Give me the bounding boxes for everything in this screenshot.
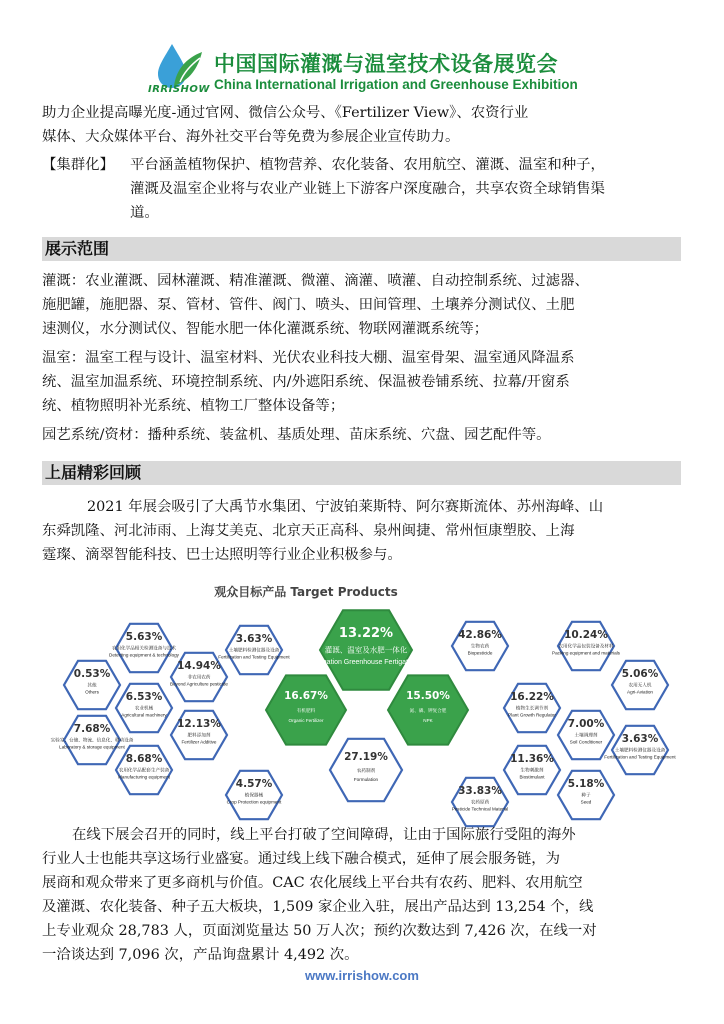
hex-percentage: 0.53%: [73, 668, 111, 681]
hex-percentage: 42.86%: [458, 629, 502, 642]
hex-percentage: 15.50%: [406, 689, 450, 702]
product-hex: [552, 622, 621, 670]
review-paragraph: [42, 495, 687, 567]
online-line: 行业人士也能共享这场行业盛宴。通过线上线下融合模式，延伸了展会服务链，为: [42, 851, 561, 867]
product-hex: [504, 746, 560, 794]
hex-label-cn: 其他: [87, 683, 97, 689]
review-line: 2021 年展会吸引了大禹节水集团、宁波铂莱斯特、阿尔赛斯流体、苏州海峰、山: [87, 499, 604, 515]
online-line: 上专业观众 28,783 人，页面浏览量达 50 万人次；预约次数达到 7,426 次，在线一对: [42, 923, 597, 939]
scope-heading: 展示范围: [42, 237, 681, 261]
hex-label-en: Fertilization and Testing Equipment: [604, 754, 676, 760]
product-hex: [266, 675, 346, 744]
product-hex: [109, 624, 180, 672]
online-line: 在线下展会召开的同时，线上平台打破了空间障碍，让由于国际旅行受阻的海外: [72, 827, 576, 843]
online-line: 展商和观众带来了更多商机与价值。CAC 农化展线上平台共有农药、肥料、农用航空: [42, 875, 583, 891]
hex-label-en: Agricultural machinery: [121, 712, 167, 718]
hex-label-cn: 非农用农药: [187, 675, 211, 681]
hex-label-en: NPK: [423, 718, 433, 723]
hex-percentage: 10.24%: [564, 629, 608, 642]
infographic-title: 观众目标产品 Target Products: [214, 585, 398, 599]
hex-label-cn: 农药原药: [470, 800, 490, 806]
hex-label-cn: 植保器械: [244, 793, 264, 799]
online-paragraph: [42, 823, 687, 967]
hex-label-cn: 土壤肥料检测仪器及设备: [614, 748, 666, 754]
hex-percentage: 13.22%: [338, 626, 394, 642]
hex-percentage: 5.18%: [567, 778, 605, 791]
cluster-line: 平台涵盖植物保护、植物营养、农化装备、农用航空、灌溉、温室和种子，: [130, 157, 605, 173]
product-hex: [604, 726, 676, 774]
product-hex: [170, 653, 228, 701]
hex-label-cn: 农用无人机: [628, 683, 652, 689]
review-line: 东舜凯隆、河北沛雨、上海艾美克、北京天正高科、泉州闽捷、常州恒康塑胶、上海: [42, 523, 575, 539]
scope-horticulture: [42, 423, 687, 447]
product-hex: [388, 675, 468, 744]
hex-label-en: Biopesticide: [467, 650, 493, 656]
online-line: 一洽谈达到 7,096 次，产品询盘累计 4,492 次。: [42, 947, 359, 963]
hex-label-en: Biostimulant: [519, 774, 545, 780]
hex-label-cn: 生物农药: [470, 644, 490, 650]
hex-label-cn: 土壤调理剂: [574, 733, 598, 739]
hex-label-en: Crop Protection equipment: [226, 799, 282, 805]
intro-line: 媒体、大众媒体平台、海外社交平台等免费为参展企业宣传助力。: [42, 129, 460, 145]
product-hex: [64, 661, 120, 709]
hex-percentage: 7.00%: [567, 718, 605, 731]
review-line: 霆璨、滴翠智能科技、巴士达照明等行业企业积极参与。: [42, 547, 402, 563]
scope-line: 施肥罐，施肥器、泵、管材、管件、阀门、喷头、田间管理、土壤养分测试仪、土肥: [42, 297, 575, 313]
hex-percentage: 3.63%: [621, 733, 659, 746]
hex-label-en: Pesticide Technical Material: [451, 806, 509, 812]
hex-label-cn: 农用化学品配套生产装备: [118, 768, 170, 774]
hex-label-en: Others: [85, 689, 99, 695]
scope-line: 统、植物照明补光系统、植物工厂整体设备等；: [42, 398, 345, 414]
hex-label-cn: 肥料添加剂: [187, 733, 211, 739]
intro-paragraph: [42, 101, 687, 149]
hex-percentage: 14.94%: [177, 660, 221, 673]
product-hex: [116, 746, 172, 794]
exhibition-title-en: China International Irrigation and Greenhouse Exhibition: [214, 77, 578, 92]
hex-label-en: Fertilizer Additive: [181, 739, 217, 745]
hex-label-en: Detecting equipment & technology: [109, 652, 179, 658]
product-hex: [558, 711, 614, 759]
product-hex: [452, 622, 508, 670]
hex-label-en: Formulation: [353, 776, 379, 782]
cluster-tag: 【集群化】: [42, 157, 114, 173]
hex-label-cn: 有机肥料: [296, 709, 316, 714]
product-hex: [226, 771, 282, 819]
hex-label-en: Organic Fertilizer: [288, 718, 324, 723]
hex-percentage: 27.19%: [344, 750, 388, 763]
hex-percentage: 4.57%: [235, 778, 273, 791]
scope-irrigation: [42, 269, 687, 341]
hex-label-en: Fertilization and Testing Equipment: [218, 654, 290, 660]
hex-label-en: Plant Growth Regulator: [508, 712, 556, 718]
hex-label-cn: 种子: [581, 793, 591, 799]
cluster-paragraph: [130, 153, 690, 225]
product-hex: [315, 610, 418, 690]
scope-line: 速测仪，水分测试仪、智能水肥一体化灌溉系统、物联网灌溉系统等；: [42, 321, 489, 337]
hex-label-en: Manufacturing equipment: [118, 774, 170, 780]
scope-line: 灌溉：农业灌溉、园林灌溉、精准灌溉、微灌、滴灌、喷灌、自动控制系统、过滤器、: [42, 273, 589, 289]
product-hex: [504, 684, 560, 732]
hex-percentage: 3.63%: [235, 633, 273, 646]
hex-percentage: 5.06%: [621, 668, 659, 681]
hex-label-en: Seed: [580, 799, 592, 805]
scope-line: 温室：温室工程与设计、温室材料、光伏农业科技大棚、温室骨架、温室通风降温系: [42, 350, 575, 366]
product-hex: [452, 778, 509, 826]
product-hex: [171, 711, 227, 759]
hex-label-cn: 农用化学品包装设备及材料: [558, 644, 614, 650]
product-hex: [612, 661, 668, 709]
product-hex: [116, 684, 172, 732]
hex-label-cn: 实验室、仓储、物流、信息化、移动设备: [50, 738, 134, 744]
hex-label-en: Agri-Aviation: [627, 689, 653, 695]
hex-label-cn: 土壤肥料检测仪器及设备: [228, 648, 280, 654]
hex-label-en: Packing equipment and materials: [552, 650, 620, 656]
hex-percentage: 7.68%: [73, 723, 111, 736]
hex-percentage: 33.83%: [458, 785, 502, 798]
scope-line: 园艺系统/资材：播种系统、装盆机、基质处理、苗床系统、穴盘、园艺配件等。: [42, 427, 551, 443]
hex-percentage: 8.68%: [125, 753, 163, 766]
hex-label-cn: 农业机械: [134, 706, 154, 712]
product-hex: [330, 739, 402, 801]
hex-label-cn: 生物刺激剂: [520, 768, 544, 774]
exhibition-title-cn: 中国国际灌溉与温室技术设备展览会: [214, 52, 558, 76]
logo-wordmark: IRRISHOW: [148, 84, 210, 95]
hex-percentage: 16.67%: [284, 689, 328, 702]
review-heading: 上届精彩回顾: [42, 461, 681, 485]
cluster-line: 灌溉及温室企业将与农业产业链上下游客户深度融合，共享农资全球销售渠: [130, 181, 605, 197]
product-hex: [558, 771, 614, 819]
hex-label-cn: 氮、磷、钾复合肥: [409, 709, 447, 714]
hex-percentage: 11.36%: [510, 753, 554, 766]
intro-line: 助力企业提高曝光度-通过官网、微信公众号、《Fertilizer View》、农资行业: [42, 105, 529, 121]
page-header: [0, 0, 724, 100]
scope-greenhouse: [42, 346, 687, 418]
hex-percentage: 6.53%: [125, 691, 163, 704]
hex-percentage: 5.63%: [125, 631, 163, 644]
scope-line: 统、温室加温系统、环境控制系统、内/外遮阳系统、保温被卷铺系统、拉幕/开窗系: [42, 374, 570, 390]
hex-label-cn: 农用化学品相关检测设备与技术: [111, 646, 177, 652]
hex-label-en: Laboratory & storage equipment: [59, 744, 125, 750]
online-line: 及灌溉、农化装备、种子五大板块，1,509 家企业入驻，展出产品达到 13,254 个，线: [42, 899, 594, 915]
product-hex: [51, 716, 134, 764]
hex-percentage: 16.22%: [510, 691, 554, 704]
product-hex: [218, 626, 290, 674]
hex-label-en: Soil Conditioner: [569, 739, 603, 745]
hex-label-en: Beyond Agriculture pesticide: [170, 681, 228, 687]
hex-label-cn: 农药制剂: [356, 768, 376, 774]
target-products-infographic: [50, 580, 676, 845]
cluster-line: 道。: [130, 205, 159, 221]
footer-url[interactable]: www.irrishow.com: [305, 968, 419, 983]
hex-label-en: Irrigation Greenhouse Fertigation: [314, 658, 418, 666]
hex-label-cn: 灌溉、温室及水肥一体化: [324, 645, 408, 655]
hex-label-cn: 植物生长调节剂: [515, 706, 549, 712]
hex-percentage: 12.13%: [177, 718, 221, 731]
